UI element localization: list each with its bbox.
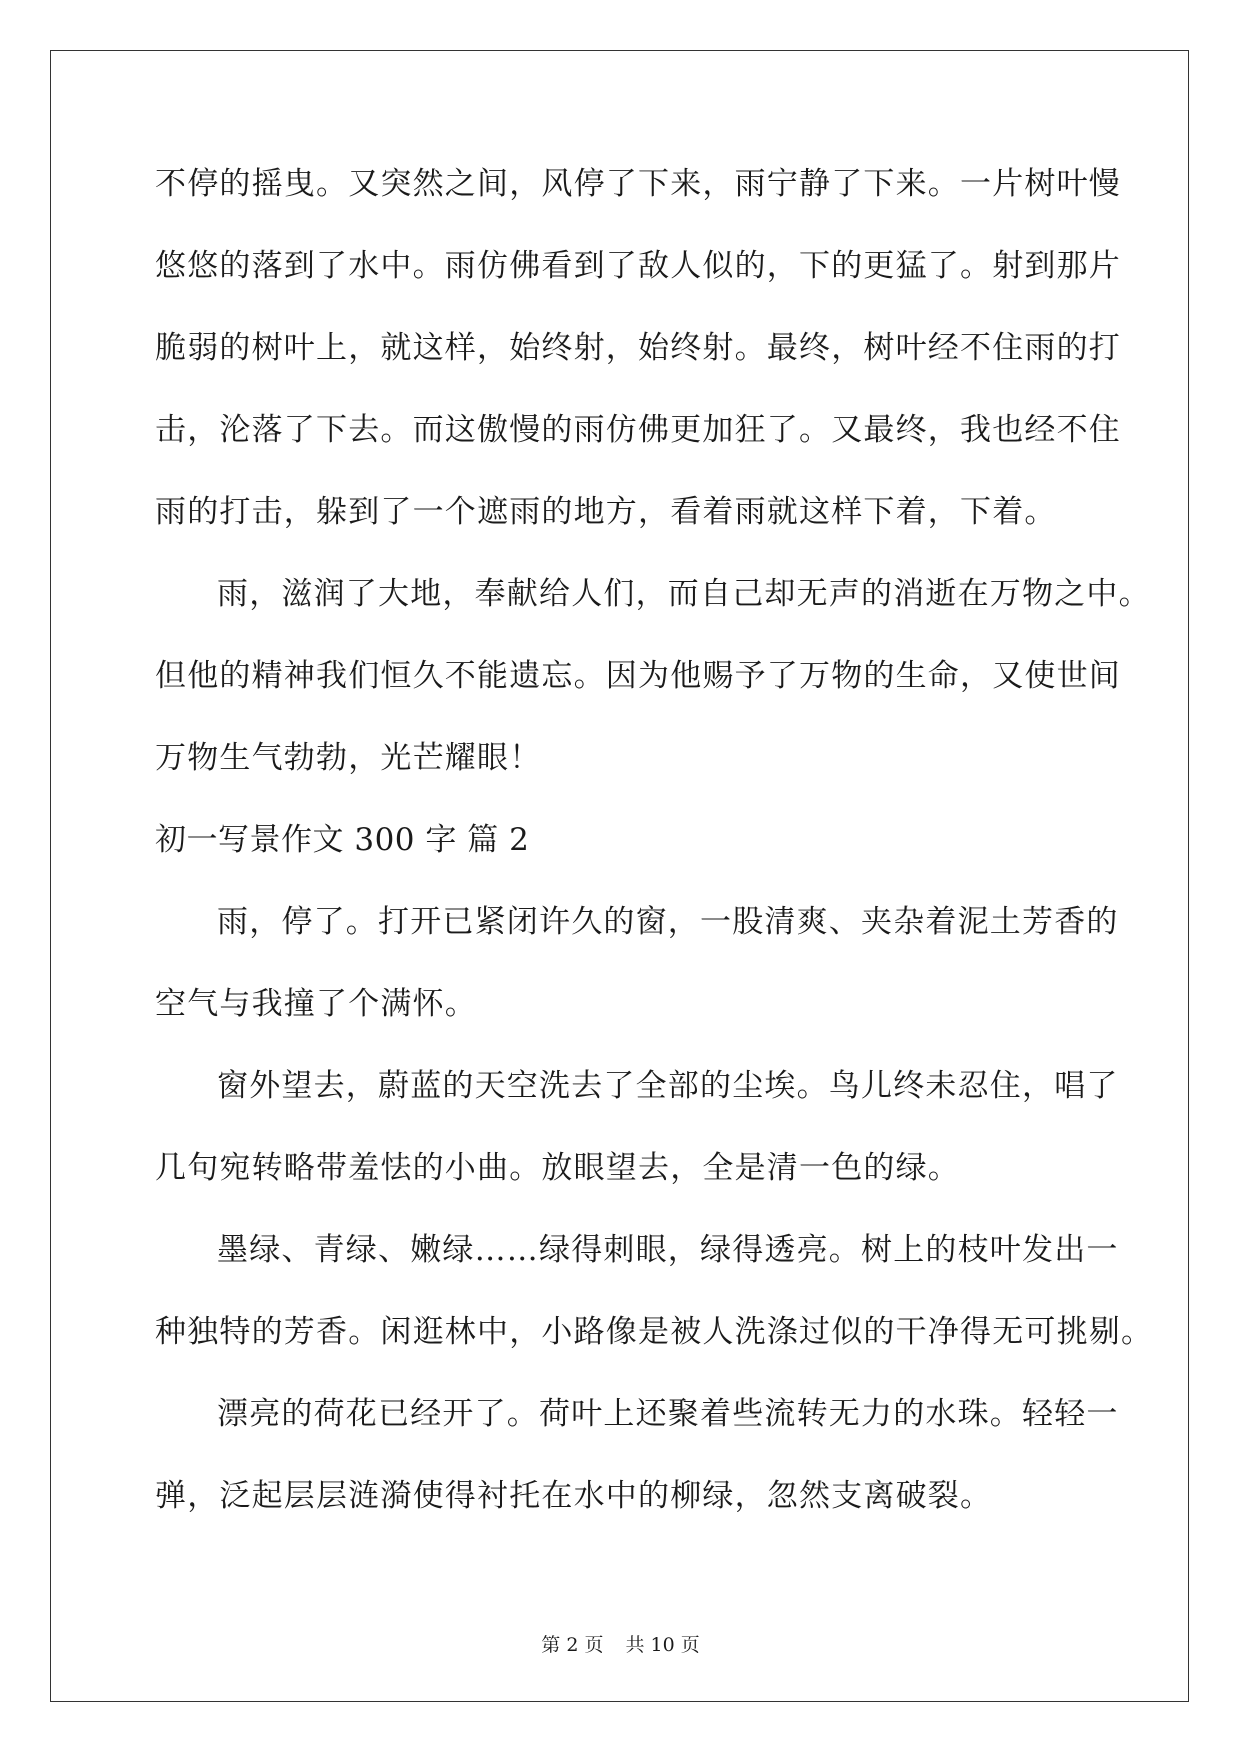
text-line: 不停的摇曳。又突然之间，风停了下来，雨宁静了下来。一片树叶慢 <box>155 166 1121 202</box>
section-heading: 初一写景作文 300 字 篇 2 <box>155 822 530 858</box>
page-number-current: 第 2 页 <box>541 1634 604 1656</box>
text-line: 脆弱的树叶上，就这样，始终射，始终射。最终，树叶经不住雨的打 <box>155 330 1121 366</box>
text-line: 悠悠的落到了水中。雨仿佛看到了敌人似的，下的更猛了。射到那片 <box>155 248 1121 284</box>
text-line: 空气与我撞了个满怀。 <box>155 986 477 1022</box>
page-number-total: 共 10 页 <box>625 1634 700 1656</box>
text-line: 雨，滋润了大地，奉献给人们，而自己却无声的消逝在万物之中。 <box>217 576 1151 612</box>
text-line: 雨，停了。打开已紧闭许久的窗，一股清爽、夹杂着泥土芳香的 <box>217 904 1119 940</box>
text-line: 击，沦落了下去。而这傲慢的雨仿佛更加狂了。又最终，我也经不住 <box>155 412 1121 448</box>
text-line: 种独特的芳香。闲逛林中，小路像是被人洗涤过似的干净得无可挑剔。 <box>155 1314 1154 1350</box>
text-line: 几句宛转略带羞怯的小曲。放眼望去，全是清一色的绿。 <box>155 1150 960 1186</box>
text-line: 但他的精神我们恒久不能遗忘。因为他赐予了万物的生命，又使世间 <box>155 658 1121 694</box>
text-line: 万物生气勃勃，光芒耀眼！ <box>155 740 542 776</box>
text-line: 弹，泛起层层涟漪使得衬托在水中的柳绿，忽然支离破裂。 <box>155 1478 993 1514</box>
text-line: 窗外望去，蔚蓝的天空洗去了全部的尘埃。鸟儿终未忍住，唱了 <box>217 1068 1119 1104</box>
page-footer <box>0 1633 1241 1657</box>
text-line: 墨绿、青绿、嫩绿……绿得刺眼，绿得透亮。树上的枝叶发出一 <box>217 1232 1119 1268</box>
document-body <box>155 160 1154 1554</box>
text-line: 漂亮的荷花已经开了。荷叶上还聚着些流转无力的水珠。轻轻一 <box>217 1396 1119 1432</box>
text-line: 雨的打击，躲到了一个遮雨的地方，看着雨就这样下着，下着。 <box>155 494 1057 530</box>
